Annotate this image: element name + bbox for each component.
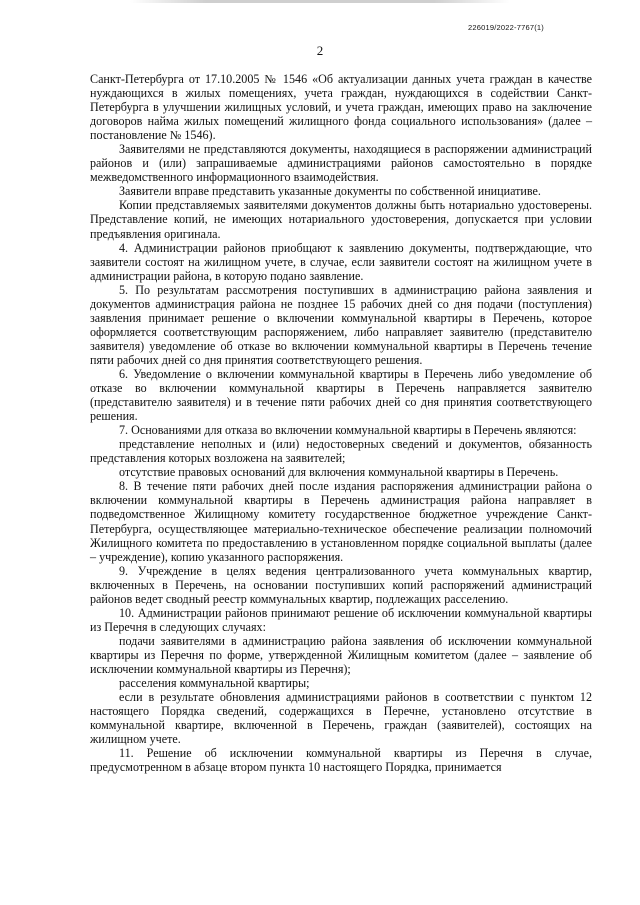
paragraph-item-11: 11. Решение об исключении коммунальной квартиры из Перечня в случае, предусмотренном в абзаце втором пункта 10 настоящего Порядка, принимается: [90, 746, 592, 775]
paragraph: Копии представляемых заявителями документов должны быть нотариально удостоверены. Представление копий, не имеющих нотариального удостоверения, допускается при условии предъявления оригинала.: [90, 198, 592, 241]
paragraph: Заявители вправе представить указанные документы по собственной инициативе.: [119, 184, 541, 199]
paragraph-item-4: 4. Администрации районов приобщают к заявлению документы, подтверждающие, что заявители состоят на жилищном учете, в случае, если заявители состоят на жилищном учете в администрации района, в которую подано заявление.: [90, 240, 592, 283]
paragraph: если в результате обновления администрациями районов в соответствии с пунктом 12 настоящего Порядка сведений, содержащихся в Перечне, установлено отсутствие в коммунальной квартире, включенной в Перечень, граждан (заявителей), состоящих на жилищном учете.: [90, 690, 592, 747]
scan-edge-artifact: [130, 0, 510, 3]
paragraph-item-7: 7. Основаниями для отказа во включении коммунальной квартиры в Перечень являются:: [119, 423, 577, 438]
paragraph: подачи заявителями в администрацию района заявления об исключении коммунальной квартиры из Перечня по форме, утвержденной Жилищным комитетом (далее – заявление об исключении коммунальной квартиры из Перечня);: [90, 633, 592, 676]
paragraph: отсутствие правовых оснований для включения коммунальной квартиры в Перечень.: [119, 465, 559, 480]
document-body: [90, 72, 592, 774]
paragraph-item-5: 5. По результатам рассмотрения поступивших в администрацию района заявления и документов администрация района не позднее 15 рабочих дней со дня подачи (поступления) заявления принимает решение о включении коммунальной квартиры в Перечень, которое оформляется соответствующим распоряжением, либо направляет заявителю (представителю заявителя) уведомление об отказе во включении коммунальной квартиры в Перечень течение пяти рабочих дней со дня принятия соответствующего решения.: [90, 282, 592, 367]
paragraph-item-9: 9. Учреждение в целях ведения централизованного учета коммунальных квартир, включенных в Перечень, на основании поступивших копий распоряжений администраций районов ведет сводный реестр коммунальных квартир, подлежащих расселению.: [90, 563, 592, 606]
paragraph: представление неполных и (или) недостоверных сведений и документов, обязанность представления которых возложена на заявителей;: [90, 437, 592, 466]
paragraph-item-8: 8. В течение пяти рабочих дней после издания распоряжения администрации района о включении коммунальной квартиры в Перечень администрация района направляет в подведомственное Жилищному комитету государственное бюджетное учреждение Санкт-Петербурга, осуществляющее материально-техническое обеспечение реализации полномочий Жилищного комитета по предоставлению в установленном порядке социальной выплаты (далее – учреждение), копию указанного распоряжения.: [90, 479, 592, 564]
page-number: 2: [316, 43, 324, 58]
paragraph: Заявителями не представляются документы, находящиеся в распоряжении администраций районов и (или) запрашиваемые администрациями районов самостоятельно в порядке межведомственного информационного взаимодействия.: [90, 142, 592, 185]
paragraph-item-10: 10. Администрации районов принимают решение об исключении коммунальной квартиры из Перечня в следующих случаях:: [90, 605, 592, 634]
paragraph: расселения коммунальной квартиры;: [119, 676, 310, 691]
paragraph-continuation: Санкт-Петербурга от 17.10.2005 № 1546 «Об актуализации данных учета граждан в качестве нуждающихся в жилых помещениях, учета граждан, нуждающихся в содействии Санкт-Петербурга в улучшении жилищных условий, и учета граждан, имеющих право на заключение договоров найма жилых помещений жилищного фонда социального использования» (далее – постановление № 1546).: [90, 72, 592, 143]
paragraph-item-6: 6. Уведомление о включении коммунальной квартиры в Перечень либо уведомление об отказе во включении коммунальной квартиры в Перечень направляется заявителю (представителю заявителя) и в течение пяти рабочих дней со дня принятия соответствующего решения.: [90, 366, 592, 424]
document-registration-number: 226019/2022-7767(1): [468, 23, 544, 32]
